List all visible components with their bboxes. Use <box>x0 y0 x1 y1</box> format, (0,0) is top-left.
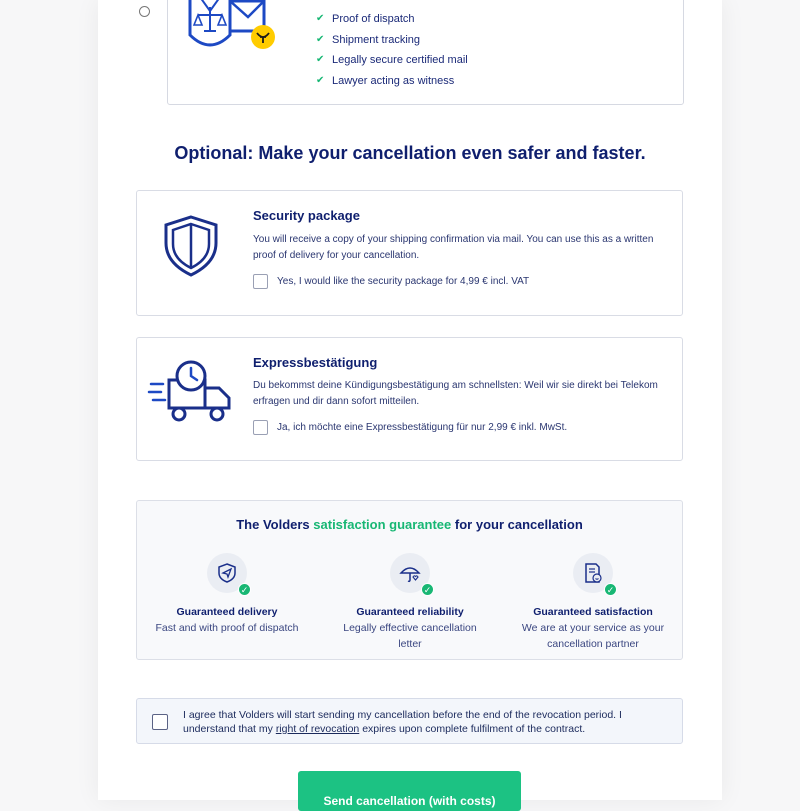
guarantee-icon-circle <box>573 553 613 593</box>
check-icon: ✔ <box>316 33 325 45</box>
guarantee-title-suffix: for your cancellation <box>451 517 583 532</box>
umbrella-heart-icon <box>400 563 420 583</box>
feature-item <box>316 30 468 51</box>
guarantee-item-description: Fast and with proof of dispatch <box>155 622 299 634</box>
guarantee-item-reliability <box>325 553 495 652</box>
guarantee-title-prefix: The Volders <box>236 517 314 532</box>
feature-label: Lawyer acting as witness <box>332 74 455 87</box>
guarantee-title <box>137 517 682 532</box>
send-cancellation-button[interactable]: Send cancellation (with costs) <box>298 771 521 811</box>
security-package-checkbox[interactable] <box>253 274 268 289</box>
guarantee-item-name: Guaranteed delivery <box>176 606 278 618</box>
certified-mail-option-card[interactable] <box>167 0 684 105</box>
feature-label: Shipment tracking <box>332 33 421 46</box>
satisfaction-guarantee-panel <box>136 500 683 660</box>
optional-section-title: Optional: Make your cancellation even safer and faster. <box>174 143 646 163</box>
check-icon: ✔ <box>316 74 325 86</box>
agreement-text-after: expires upon complete fulfilment of the contract. <box>359 723 586 735</box>
guarantee-item-name: Guaranteed reliability <box>356 606 464 618</box>
shield-icon <box>163 215 219 277</box>
feature-item <box>316 9 468 30</box>
express-confirmation-checkbox-label[interactable]: Ja, ich möchte eine Expressbestätigung für nur 2,99 € inkl. MwSt. <box>277 422 568 433</box>
right-of-revocation-link[interactable]: right of revocation <box>275 723 360 735</box>
certified-mail-radio[interactable] <box>139 6 150 17</box>
feature-item <box>316 50 468 71</box>
express-confirmation-description: Du bekommst deine Kündigungsbestätigung am schnellsten: Weil wir sie direkt bei Telekom erfragen und dir dann sofort mitteilen. <box>253 380 658 407</box>
guarantee-icon-circle <box>390 553 430 593</box>
document-smile-icon <box>583 563 603 583</box>
security-package-card <box>136 190 683 316</box>
guarantee-item-satisfaction <box>508 553 678 652</box>
security-package-checkbox-label[interactable]: Yes, I would like the security package for 4,99 € incl. VAT <box>277 276 530 287</box>
check-icon: ✔ <box>316 13 325 24</box>
express-confirmation-checkbox[interactable] <box>253 420 268 435</box>
check-badge-icon: ✓ <box>421 583 434 596</box>
express-confirmation-card <box>136 337 683 461</box>
check-badge-icon: ✓ <box>604 583 617 596</box>
guarantee-title-highlight: satisfaction guarantee <box>313 517 452 532</box>
revocation-agreement-text <box>183 708 673 736</box>
express-confirmation-title: Expressbestätigung <box>253 355 378 370</box>
agreement-text-before: I agree that Volders will start sending my cancellation before the end of the revocation period. I understand that my <box>183 709 622 735</box>
shield-send-icon <box>217 563 237 583</box>
security-package-title: Security package <box>253 208 360 223</box>
revocation-agreement-checkbox[interactable] <box>152 714 168 730</box>
guarantee-item-name: Guaranteed satisfaction <box>533 606 653 618</box>
revocation-agreement-box <box>136 698 683 744</box>
check-badge-icon: ✓ <box>238 583 251 596</box>
certified-mail-illustration-icon <box>188 0 280 61</box>
guarantee-item-description: We are at your service as your cancellation partner <box>521 622 665 650</box>
feature-list <box>316 9 468 91</box>
delivery-truck-icon <box>149 358 235 426</box>
security-package-description: You will receive a copy of your shipping confirmation via mail. You can use this as a written proof of delivery for your cancellation. <box>253 234 654 261</box>
guarantee-item-delivery <box>142 553 312 636</box>
check-icon: ✔ <box>316 54 325 65</box>
guarantee-icon-circle <box>207 553 247 593</box>
feature-label: Proof of dispatch <box>332 13 415 25</box>
feature-label: Legally secure certified mail <box>332 54 468 66</box>
guarantee-item-description: Legally effective cancellation letter <box>343 622 477 650</box>
feature-item <box>316 71 468 92</box>
